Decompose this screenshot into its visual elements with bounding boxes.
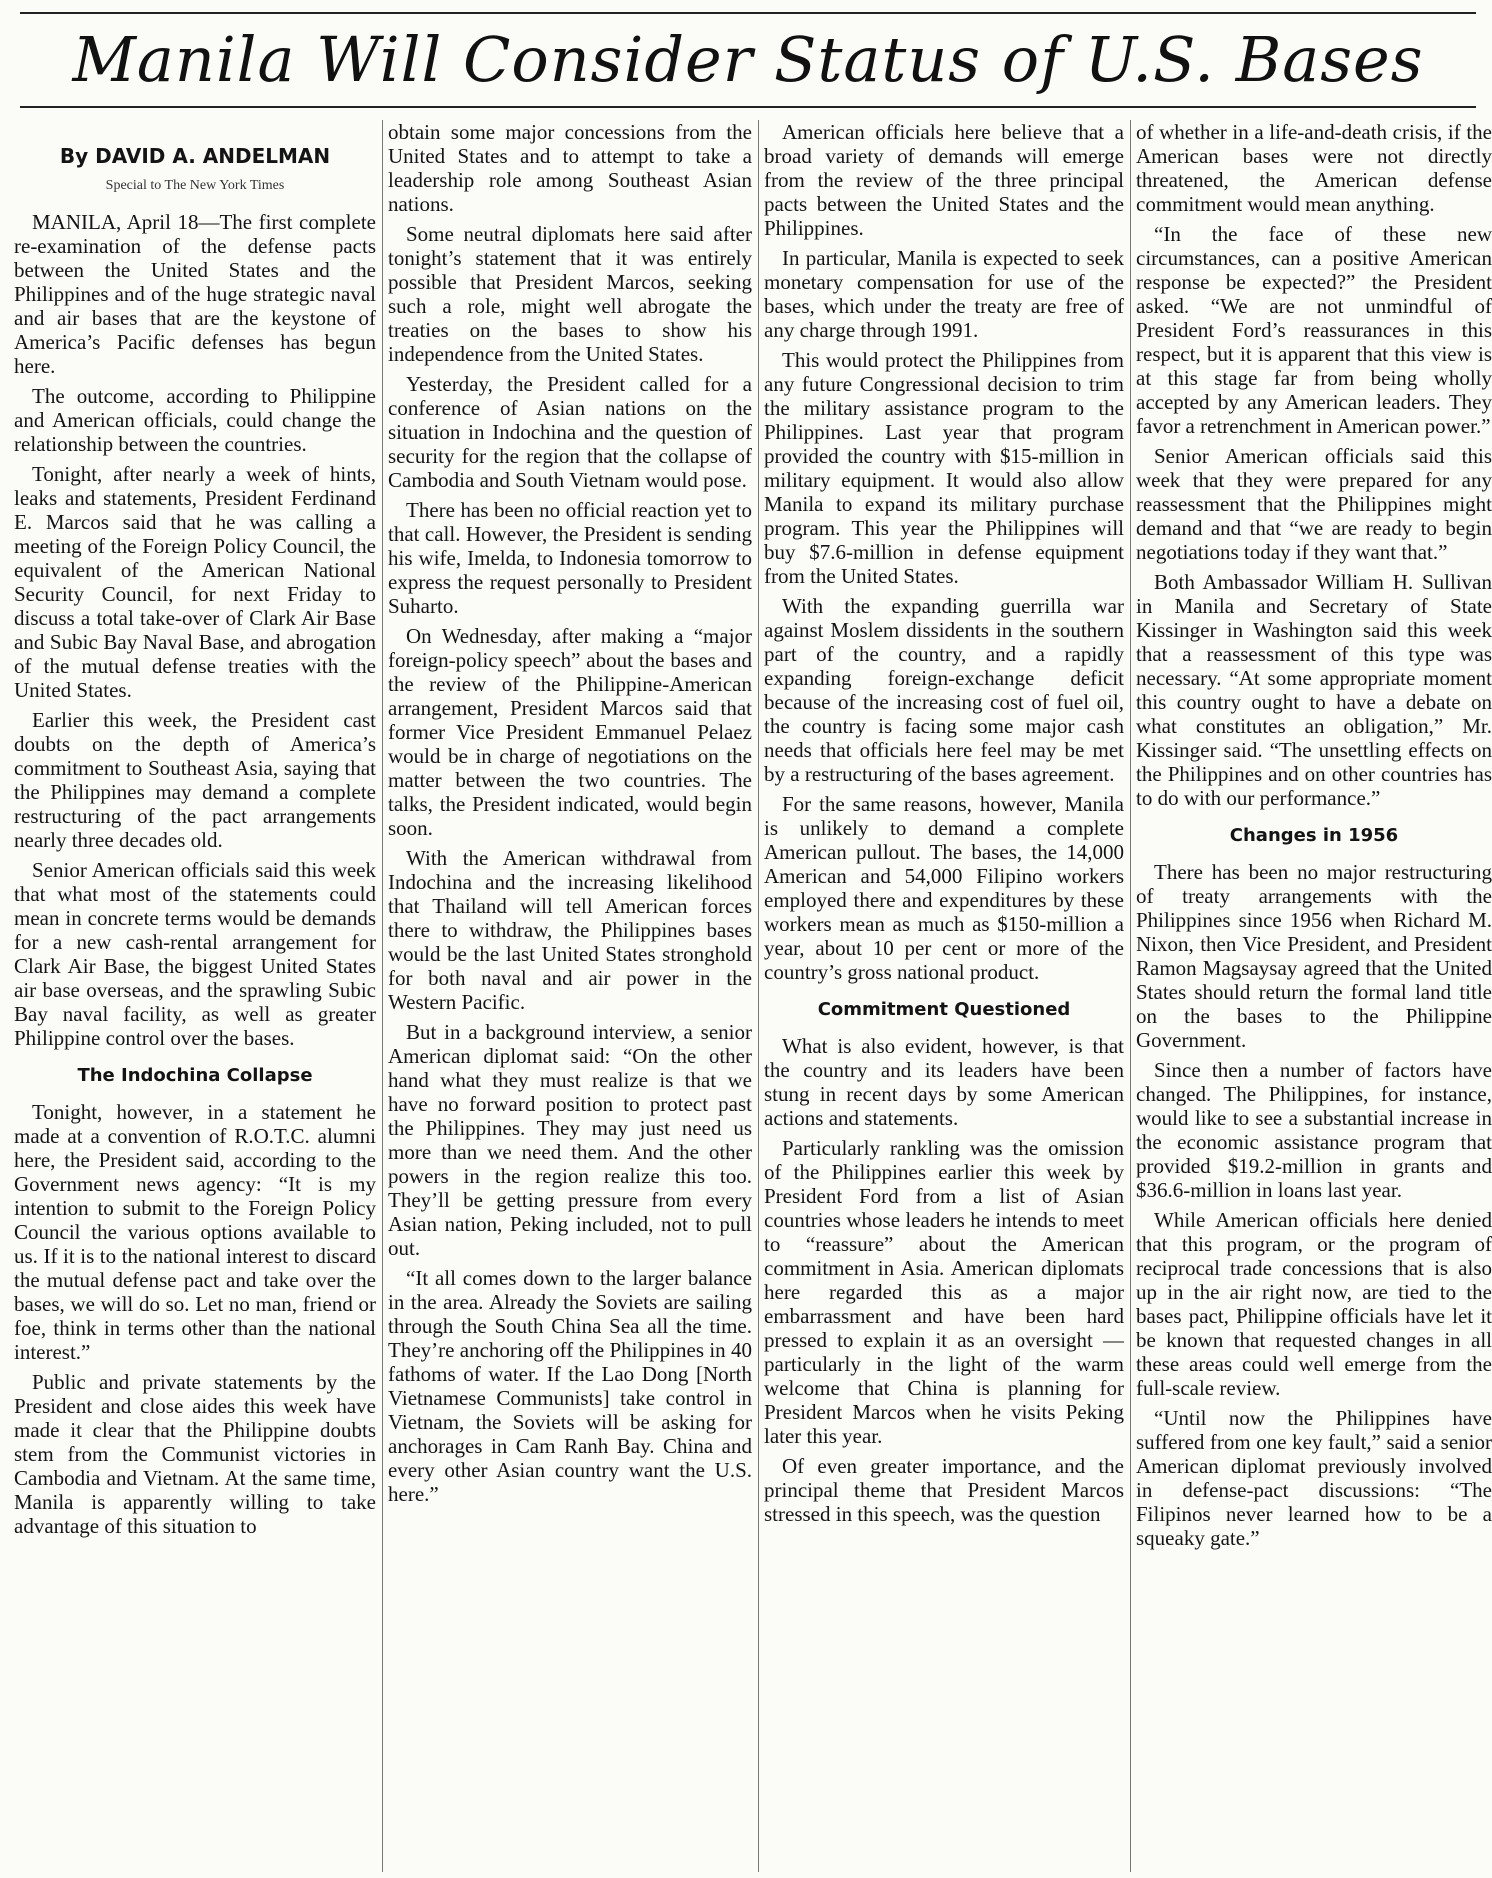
column-3 xyxy=(764,120,1124,1872)
paragraph: obtain some major concessions from the United States and to attempt to take a leadership role among Southeast Asian nations. xyxy=(388,120,752,216)
paragraph: For the same reasons, however, Manila is unlikely to demand a complete American pullout. The bases, the 14,000 American and 54,000 Filipino workers employed there and expenditures by these workers mean as much as $150-million a year, about 10 per cent or more of the country’s gross national product. xyxy=(764,792,1124,984)
paragraph: Particularly rankling was the omission of the Philippines earlier this week by President Ford from a list of Asian countries whose leaders he intends to meet to “reassure” about the American commitment in Asia. American diplomats here regarded this as a major embarrassment and have been hard pressed to explain it as an oversight — particularly in the light of the warm welcome that China is planning for President Marcos when he visits Peking later this year. xyxy=(764,1136,1124,1448)
column-rule xyxy=(382,120,383,1872)
paragraph: Some neutral diplomats here said after tonight’s statement that it was entirely possible that President Marcos, seeking such a role, might well abrogate the treaties on the bases to show his independence from the United States. xyxy=(388,222,752,366)
paragraph: This would protect the Philippines from any future Congressional decision to trim the military assistance program to the Philippines. Last year that program provided the country with $15-million in military equipment. It would also allow Manila to expand its military purchase program. This year the Philippines will buy $7.6-million in defense equipment from the United States. xyxy=(764,348,1124,588)
column-1 xyxy=(14,120,376,1872)
subhead: The Indochina Collapse xyxy=(77,1065,313,1086)
paragraph: Yesterday, the President called for a conference of Asian nations on the situation in Indochina and the question of security for the region that the collapse of Cambodia and South Vietnam would pose. xyxy=(388,372,752,492)
headline: Manila Will Consider Status of U.S. Bases xyxy=(20,12,1476,108)
paragraph: With the expanding guerrilla war against Moslem dissidents in the southern part of the country, and a rapidly expanding foreign-exchange deficit because of the increasing cost of fuel oil, the country is facing some major cash needs that officials here feel may be met by a restructuring of the bases agreement. xyxy=(764,594,1124,786)
paragraph: “In the face of these new circumstances, can a positive American response be expected?” the President asked. “We are not unmindful of President Ford’s reassurances in this respect, but it is apparent that this view is at this stage far from being wholly accepted by any American leaders. They favor a retrenchment in American power.” xyxy=(1136,222,1492,438)
paragraph: Senior American officials said this week that what most of the statements could mean in concrete terms would be demands for a new cash-rental arrangement for Clark Air Base, the biggest United States air base overseas, and the sprawling Subic Bay naval facility, as well as greater Philippine control over the bases. xyxy=(14,858,376,1050)
paragraph: Earlier this week, the President cast doubts on the depth of America’s commitment to Southeast Asia, saying that the Philippines may demand a complete restructuring of the pact arrangements nearly three decades old. xyxy=(14,708,376,852)
column-rule xyxy=(758,120,759,1872)
paragraph: There has been no major restructuring of treaty arrangements with the Philippines since 1956 when Richard M. Nixon, then Vice President, and President Ramon Magsaysay agreed that the United States should return the formal land title on the bases to the Philippine Government. xyxy=(1136,860,1492,1052)
subhead: Commitment Questioned xyxy=(817,999,1071,1020)
paragraph: There has been no official reaction yet to that call. However, the President is sending his wife, Imelda, to Indonesia tomorrow to express the request personally to President Suharto. xyxy=(388,498,752,618)
paragraph: MANILA, April 18—The first complete re-examination of the defense pacts between the United States and the Philippines and of the huge strategic naval and air bases that are the keystone of America’s Pacific defenses has begun here. xyxy=(14,210,376,378)
column-2 xyxy=(388,120,752,1872)
subhead: Changes in 1956 xyxy=(1229,825,1399,846)
paragraph: On Wednesday, after making a “major foreign-policy speech” about the bases and the review of the Philippine-American arrangement, President Marcos said that former Vice President Emmanuel Pelaez would be in charge of negotiations on the matter between the two countries. The talks, the President indicated, would begin soon. xyxy=(388,624,752,840)
paragraph: “Until now the Philippines have suffered from one key fault,” said a senior American diplomat previously involved in defense-pact discussions: “The Filipinos never learned how to be a squeaky gate.” xyxy=(1136,1406,1492,1550)
paragraph: of whether in a life-and-death crisis, if the American bases were not directly threatened, the American defense commitment would mean anything. xyxy=(1136,120,1492,216)
paragraph: “It all comes down to the larger balance in the area. Already the Soviets are sailing through the South China Sea all the time. They’re anchoring off the Philippines in 40 fathoms of water. If the Lao Dong [North Vietnamese Communists] take control in Vietnam, the Soviets will be asking for anchorages in Cam Ranh Bay. China and every other Asian country want the U.S. here.” xyxy=(388,1266,752,1506)
paragraph: Tonight, after nearly a week of hints, leaks and statements, President Ferdinand E. Marcos said that he was calling a meeting of the Foreign Policy Council, the equivalent of the American National Security Council, for next Friday to discuss a total take-over of Clark Air Base and Subic Bay Naval Base, and abrogation of the mutual defense treaties with the United States. xyxy=(14,462,376,702)
column-4 xyxy=(1136,120,1492,1872)
paragraph: Of even greater importance, and the principal theme that President Marcos stressed in this speech, was the question xyxy=(764,1454,1124,1526)
paragraph: Public and private statements by the President and close aides this week have made it clear that the Philippine doubts stem from the Communist victories in Cambodia and Vietnam. At the same time, Manila is apparently willing to take advantage of this situation to xyxy=(14,1370,376,1538)
paragraph: In particular, Manila is expected to seek monetary compensation for use of the bases, which under the treaty are free of any charge through 1991. xyxy=(764,246,1124,342)
column-rule xyxy=(1130,120,1131,1872)
paragraph: But in a background interview, a senior American diplomat said: “On the other hand what they must realize is that we have no forward position to protect past the Philippines. They may just need us more than we need them. And the other powers in the region realize this too. They’ll be getting pressure from every Asian nation, Peking included, not to pull out. xyxy=(388,1020,752,1260)
paragraph: What is also evident, however, is that the country and its leaders have been stung in recent days by some American actions and statements. xyxy=(764,1034,1124,1130)
paragraph: While American officials here denied that this program, or the program of reciprocal trade concessions that is also up in the air right now, are tied to the bases pact, Philippine officials have let it be known that requested changes in all these areas could well emerge from the full-scale review. xyxy=(1136,1208,1492,1400)
byline: By DAVID A. ANDELMAN xyxy=(59,144,331,168)
paragraph: The outcome, according to Philippine and American officials, could change the relationship between the countries. xyxy=(14,384,376,456)
paragraph: American officials here believe that a broad variety of demands will emerge from the review of the three principal pacts between the United States and the Philippines. xyxy=(764,120,1124,240)
paragraph: Both Ambassador William H. Sullivan in Manila and Secretary of State Kissinger in Washington said this week that a reassessment of this type was necessary. “At some appropriate moment this country ought to have a debate on what constitutes an obligation,” Mr. Kissinger said. “The unsettling effects on the Philippines and on other countries has to do with our performance.” xyxy=(1136,570,1492,810)
paragraph: With the American withdrawal from Indochina and the increasing likelihood that Thailand will tell American forces there to withdraw, the Philippines bases would be the last United States stronghold for both naval and air power in the Western Pacific. xyxy=(388,846,752,1014)
credit-line: Special to The New York Times xyxy=(105,178,285,193)
paragraph: Senior American officials said this week that they were prepared for any reassessment that the Philippines might demand and that “we are ready to begin negotiations today if they want that.” xyxy=(1136,444,1492,564)
paragraph: Since then a number of factors have changed. The Philippines, for instance, would like to see a substantial increase in the economic assistance program that provided $19.2-million in grants and $36.6-million in loans last year. xyxy=(1136,1058,1492,1202)
paragraph: Tonight, however, in a statement he made at a convention of R.O.T.C. alumni here, the President said, according to the Government news agency: “It is my intention to submit to the Foreign Policy Council the various options available to us. If it is to the national interest to discard the mutual defense pact and take over the bases, we will do so. Let no man, friend or foe, think in terms other than the national interest.” xyxy=(14,1100,376,1364)
